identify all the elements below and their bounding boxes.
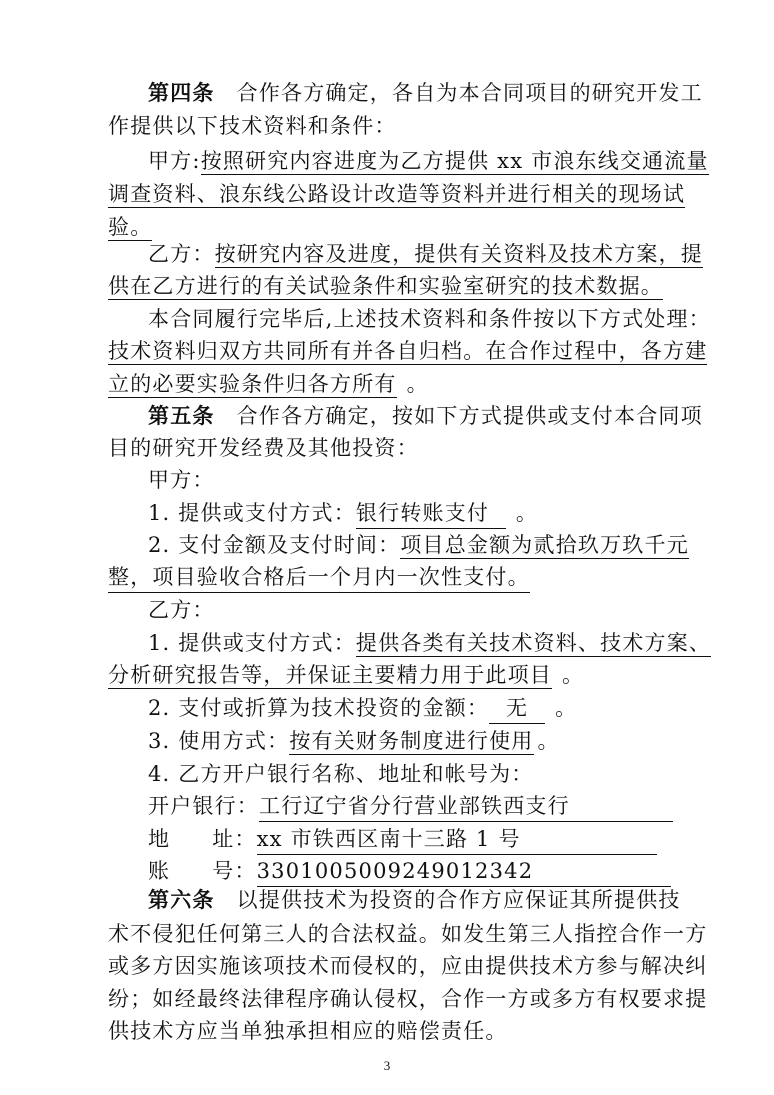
party-b-provision: 按研究内容及进度，提供有关资料及技术方案，提 — [214, 242, 704, 266]
party-b-line-1 — [148, 240, 704, 268]
funding-b-method-value: 提供各类有关技术资料、技术方案、 — [355, 631, 712, 655]
party-a-line-3 — [108, 213, 668, 241]
party-a-provision: 按照研究内容进度为乙方提供 xx 市浪东线交通流量 — [200, 149, 709, 173]
party-b-provision-cont: 供在乙方进行的有关试验条件和实验室研究的技术数据。 — [108, 274, 663, 298]
bank-account-label-2: 号： — [212, 859, 257, 883]
article-6-text: 以提供技术为投资的合作方应保证其所提供技 — [236, 888, 681, 912]
funding-party-b-item-2 — [148, 694, 668, 724]
article-4-heading: 第四条 — [148, 80, 215, 105]
article-5-line-1 — [148, 402, 703, 430]
funding-b-method-label: 1. 提供或支付方式： — [148, 631, 356, 655]
article-5-line-2: 目的研究开发经费及其他投资： — [108, 436, 419, 460]
bank-address-row — [148, 825, 668, 855]
funding-a-amount-value-cont: 整，项目验收合格后一个月内一次性支付。 — [108, 563, 530, 593]
bank-address-value: xx 市铁西区南十三路 1 号 — [257, 825, 657, 855]
article-6-heading: 第六条 — [148, 887, 215, 912]
article-6-line-1 — [148, 886, 681, 914]
bank-address-label-2: 址： — [212, 827, 257, 851]
bank-account-row — [148, 857, 668, 887]
party-b-line-2 — [108, 272, 668, 300]
article-6-line-3: 或多方因实施该项技术而侵权的，应由提供技术方参与解决纠 — [108, 954, 708, 978]
funding-b-amount-label: 2. 支付或折算为技术投资的金额： — [148, 696, 490, 720]
article-5-heading: 第五条 — [148, 403, 215, 428]
funding-b-usage-label: 3. 使用方式： — [148, 729, 290, 753]
party-a-label: 甲方: — [148, 149, 201, 173]
funding-b-method-value-cont: 分析研究报告等，并保证主要精力用于此项目 — [108, 663, 552, 687]
funding-party-b-item-1-cont — [108, 661, 668, 689]
funding-b-usage-value: 按有关财务制度进行使用 — [289, 729, 534, 753]
bank-address-label-1: 地 — [148, 827, 171, 851]
funding-a-amount-value: 项目总金额为贰拾玖万玖千元 — [400, 533, 689, 557]
after-completion-line-1: 本合同履行完毕后,上述技术资料和条件按以下方式处理： — [148, 307, 711, 331]
party-b-label: 乙方： — [148, 242, 215, 266]
party-a-provision-end: 验。 — [108, 215, 153, 239]
after-completion-period: 。 — [406, 372, 429, 396]
funding-party-b-item-4: 4. 乙方开户银行名称、地址和帐号为： — [148, 762, 534, 786]
funding-a-method-label: 1. 提供或支付方式： — [148, 501, 356, 525]
after-completion-method: 技术资料归双方共同所有并各自归档。在合作过程中，各方建 — [108, 339, 708, 363]
article-4-line-2: 作提供以下技术资料和条件： — [108, 114, 397, 138]
funding-a-method-value: 银行转账支付 — [356, 499, 506, 529]
bank-name-row — [148, 792, 668, 822]
funding-party-a-item-2 — [148, 531, 689, 559]
article-4-line-1 — [148, 79, 703, 107]
party-a-provision-cont: 调查资料、浪东线公路设计改造等资料并进行相关的现场试 — [108, 182, 686, 206]
funding-a-amount-label: 2. 支付金额及支付时间： — [148, 533, 401, 557]
bank-account-value: 3301005009249012342 — [257, 857, 671, 887]
funding-party-b-item-3 — [148, 727, 668, 755]
bank-account-label-1: 账 — [148, 859, 171, 883]
party-a-line-2 — [108, 180, 686, 208]
party-a-line-1 — [148, 147, 709, 175]
article-6-line-4: 纷；如经最终法律程序确认侵权，合作一方或多方有权要求提 — [108, 987, 708, 1011]
article-6-line-5: 供技术方应当单独承担相应的赔偿责任。 — [108, 1019, 508, 1043]
article-4-text: 合作各方确定，各自为本合同项目的研究开发工 — [236, 81, 703, 105]
bank-name-value: 工行辽宁省分行营业部铁西支行 — [259, 792, 673, 822]
funding-b-usage-period: 。 — [537, 729, 560, 753]
funding-b-method-period: 。 — [562, 663, 585, 687]
funding-party-b-label: 乙方： — [148, 598, 215, 622]
funding-b-amount-period: 。 — [555, 696, 578, 720]
funding-party-a-item-2-cont — [108, 563, 668, 593]
article-5-text: 合作各方确定，按如下方式提供或支付本合同项 — [236, 404, 703, 428]
article-6-line-2: 术不侵犯任何第三人的合法权益。如发生第三人指控合作一方 — [108, 922, 708, 946]
funding-party-b-item-1 — [148, 629, 712, 657]
after-completion-line-3 — [108, 370, 668, 398]
page-number: 3 — [383, 1058, 391, 1073]
funding-a-method-period: 。 — [515, 501, 539, 525]
bank-name-label: 开户银行： — [148, 794, 259, 818]
after-completion-line-2 — [108, 337, 708, 365]
funding-party-a-label: 甲方： — [148, 468, 215, 492]
funding-party-a-item-1 — [148, 499, 668, 529]
after-completion-method-cont: 立的必要实验条件归各方所有 — [108, 372, 397, 396]
funding-b-amount-value: 无 — [489, 694, 545, 724]
